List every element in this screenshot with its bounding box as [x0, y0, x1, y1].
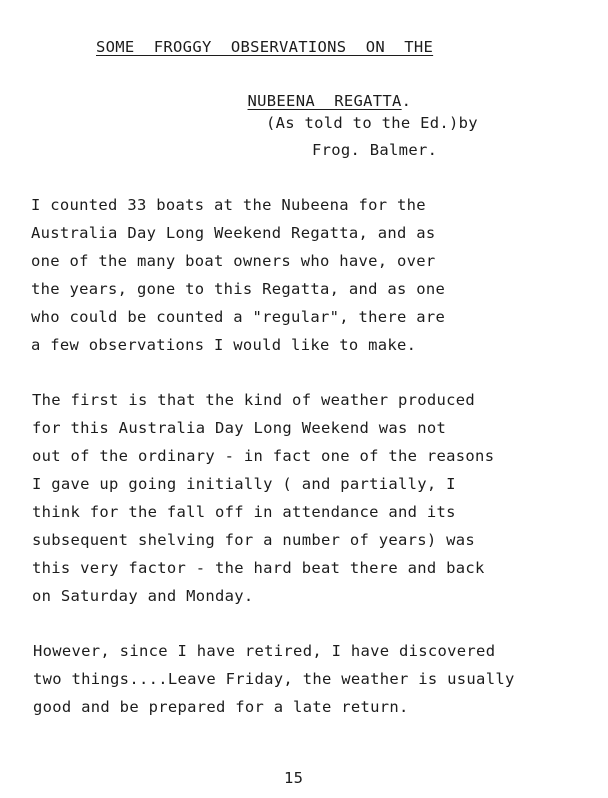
- title-line-2-text: NUBEENA REGATTA: [247, 92, 402, 110]
- paragraph-line: a few observations I would like to make.: [31, 336, 417, 354]
- paragraph-line: However, since I have retired, I have discovered: [33, 642, 496, 660]
- paragraph-line: subsequent shelving for a number of years) was: [32, 531, 476, 549]
- paragraph-line: Australia Day Long Weekend Regatta, and as: [31, 224, 436, 242]
- paragraph-line: who could be counted a "regular", there are: [31, 308, 446, 326]
- paragraph-line: I counted 33 boats at the Nubeena for the: [31, 196, 426, 214]
- title-line-1: SOME FROGGY OBSERVATIONS ON THE: [96, 38, 434, 56]
- paragraph-line: out of the ordinary - in fact one of the reasons: [32, 447, 495, 465]
- paragraph-line: I gave up going initially ( and partially, I: [32, 475, 456, 493]
- byline-author: Frog. Balmer.: [312, 141, 438, 159]
- paragraph-line: on Saturday and Monday.: [32, 587, 254, 605]
- paragraph-line: good and be prepared for a late return.: [33, 698, 409, 716]
- title-line-2-period: .: [401, 92, 412, 110]
- paragraph-line: one of the many boat owners who have, over: [31, 252, 436, 270]
- paragraph-line: the years, gone to this Regatta, and as one: [31, 280, 446, 298]
- byline-told-to: (As told to the Ed.)by: [266, 114, 478, 132]
- paragraph-line: for this Australia Day Long Weekend was not: [32, 419, 447, 437]
- paragraph-line: think for the fall off in attendance and its: [32, 503, 456, 521]
- paragraph-line: The first is that the kind of weather produced: [32, 391, 476, 409]
- paragraph-line: this very factor - the hard beat there and back: [32, 559, 485, 577]
- page-number: 15: [284, 769, 304, 787]
- paragraph-line: two things....Leave Friday, the weather is usually: [33, 670, 515, 688]
